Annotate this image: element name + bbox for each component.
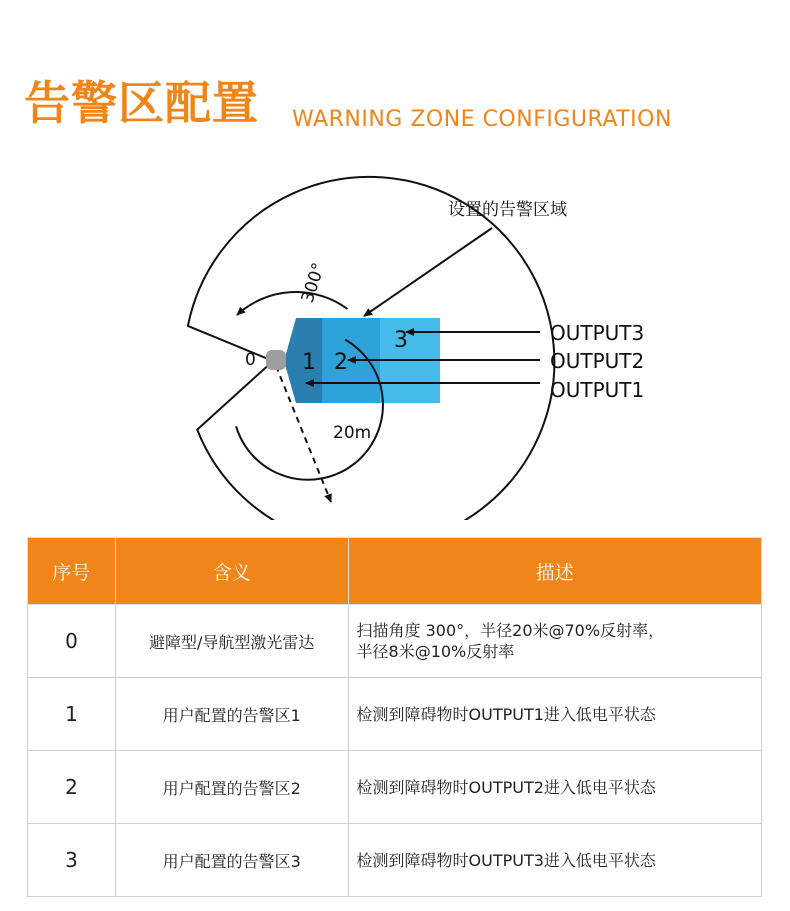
table-header-row xyxy=(28,538,762,605)
row-meaning: 用户配置的告警区1 xyxy=(115,678,348,751)
row-description xyxy=(348,605,761,678)
row-description: 检测到障碍物时OUTPUT1进入低电平状态 xyxy=(348,678,761,751)
table-row xyxy=(28,824,762,897)
table-row xyxy=(28,605,762,678)
row-index: 2 xyxy=(28,751,116,824)
output3-label: OUTPUT3 xyxy=(550,321,645,345)
row-index: 1 xyxy=(28,678,116,751)
zone-3-label: 3 xyxy=(394,328,408,353)
range-label: 20m xyxy=(333,423,372,443)
row-meaning: 用户配置的告警区3 xyxy=(115,824,348,897)
output1-label: OUTPUT1 xyxy=(550,378,645,402)
header-meaning: 含义 xyxy=(115,538,348,605)
table-row xyxy=(28,678,762,751)
row-description-line2: 半径8米@10%反射率 xyxy=(356,642,515,661)
output2-label: OUTPUT2 xyxy=(550,349,645,373)
row-description: 检测到障碍物时OUTPUT3进入低电平状态 xyxy=(348,824,761,897)
annotation-label: 设置的告警区域 xyxy=(448,200,567,220)
page-subtitle: WARNING ZONE CONFIGURATION xyxy=(292,107,672,132)
row-meaning: 避障型/导航型激光雷达 xyxy=(115,605,348,678)
row-index: 0 xyxy=(28,605,116,678)
header-description: 描述 xyxy=(348,538,761,605)
row-index: 3 xyxy=(28,824,116,897)
zone-2-label: 2 xyxy=(334,350,348,375)
zero-angle-label: 0 xyxy=(245,350,256,370)
row-meaning: 用户配置的告警区2 xyxy=(115,751,348,824)
row-description-line1: 扫描角度 300°，半径20米@70%反射率， xyxy=(356,621,665,640)
lidar-sensor xyxy=(266,350,286,370)
zone-1-label: 1 xyxy=(302,350,316,375)
page-title: 告警区配置 xyxy=(24,76,259,130)
header-index: 序号 xyxy=(28,538,116,605)
row-description: 检测到障碍物时OUTPUT2进入低电平状态 xyxy=(348,751,761,824)
config-table xyxy=(27,537,762,897)
scan-angle-label: 300° xyxy=(297,260,330,306)
table-row xyxy=(28,751,762,824)
warning-zone-diagram xyxy=(0,170,790,520)
